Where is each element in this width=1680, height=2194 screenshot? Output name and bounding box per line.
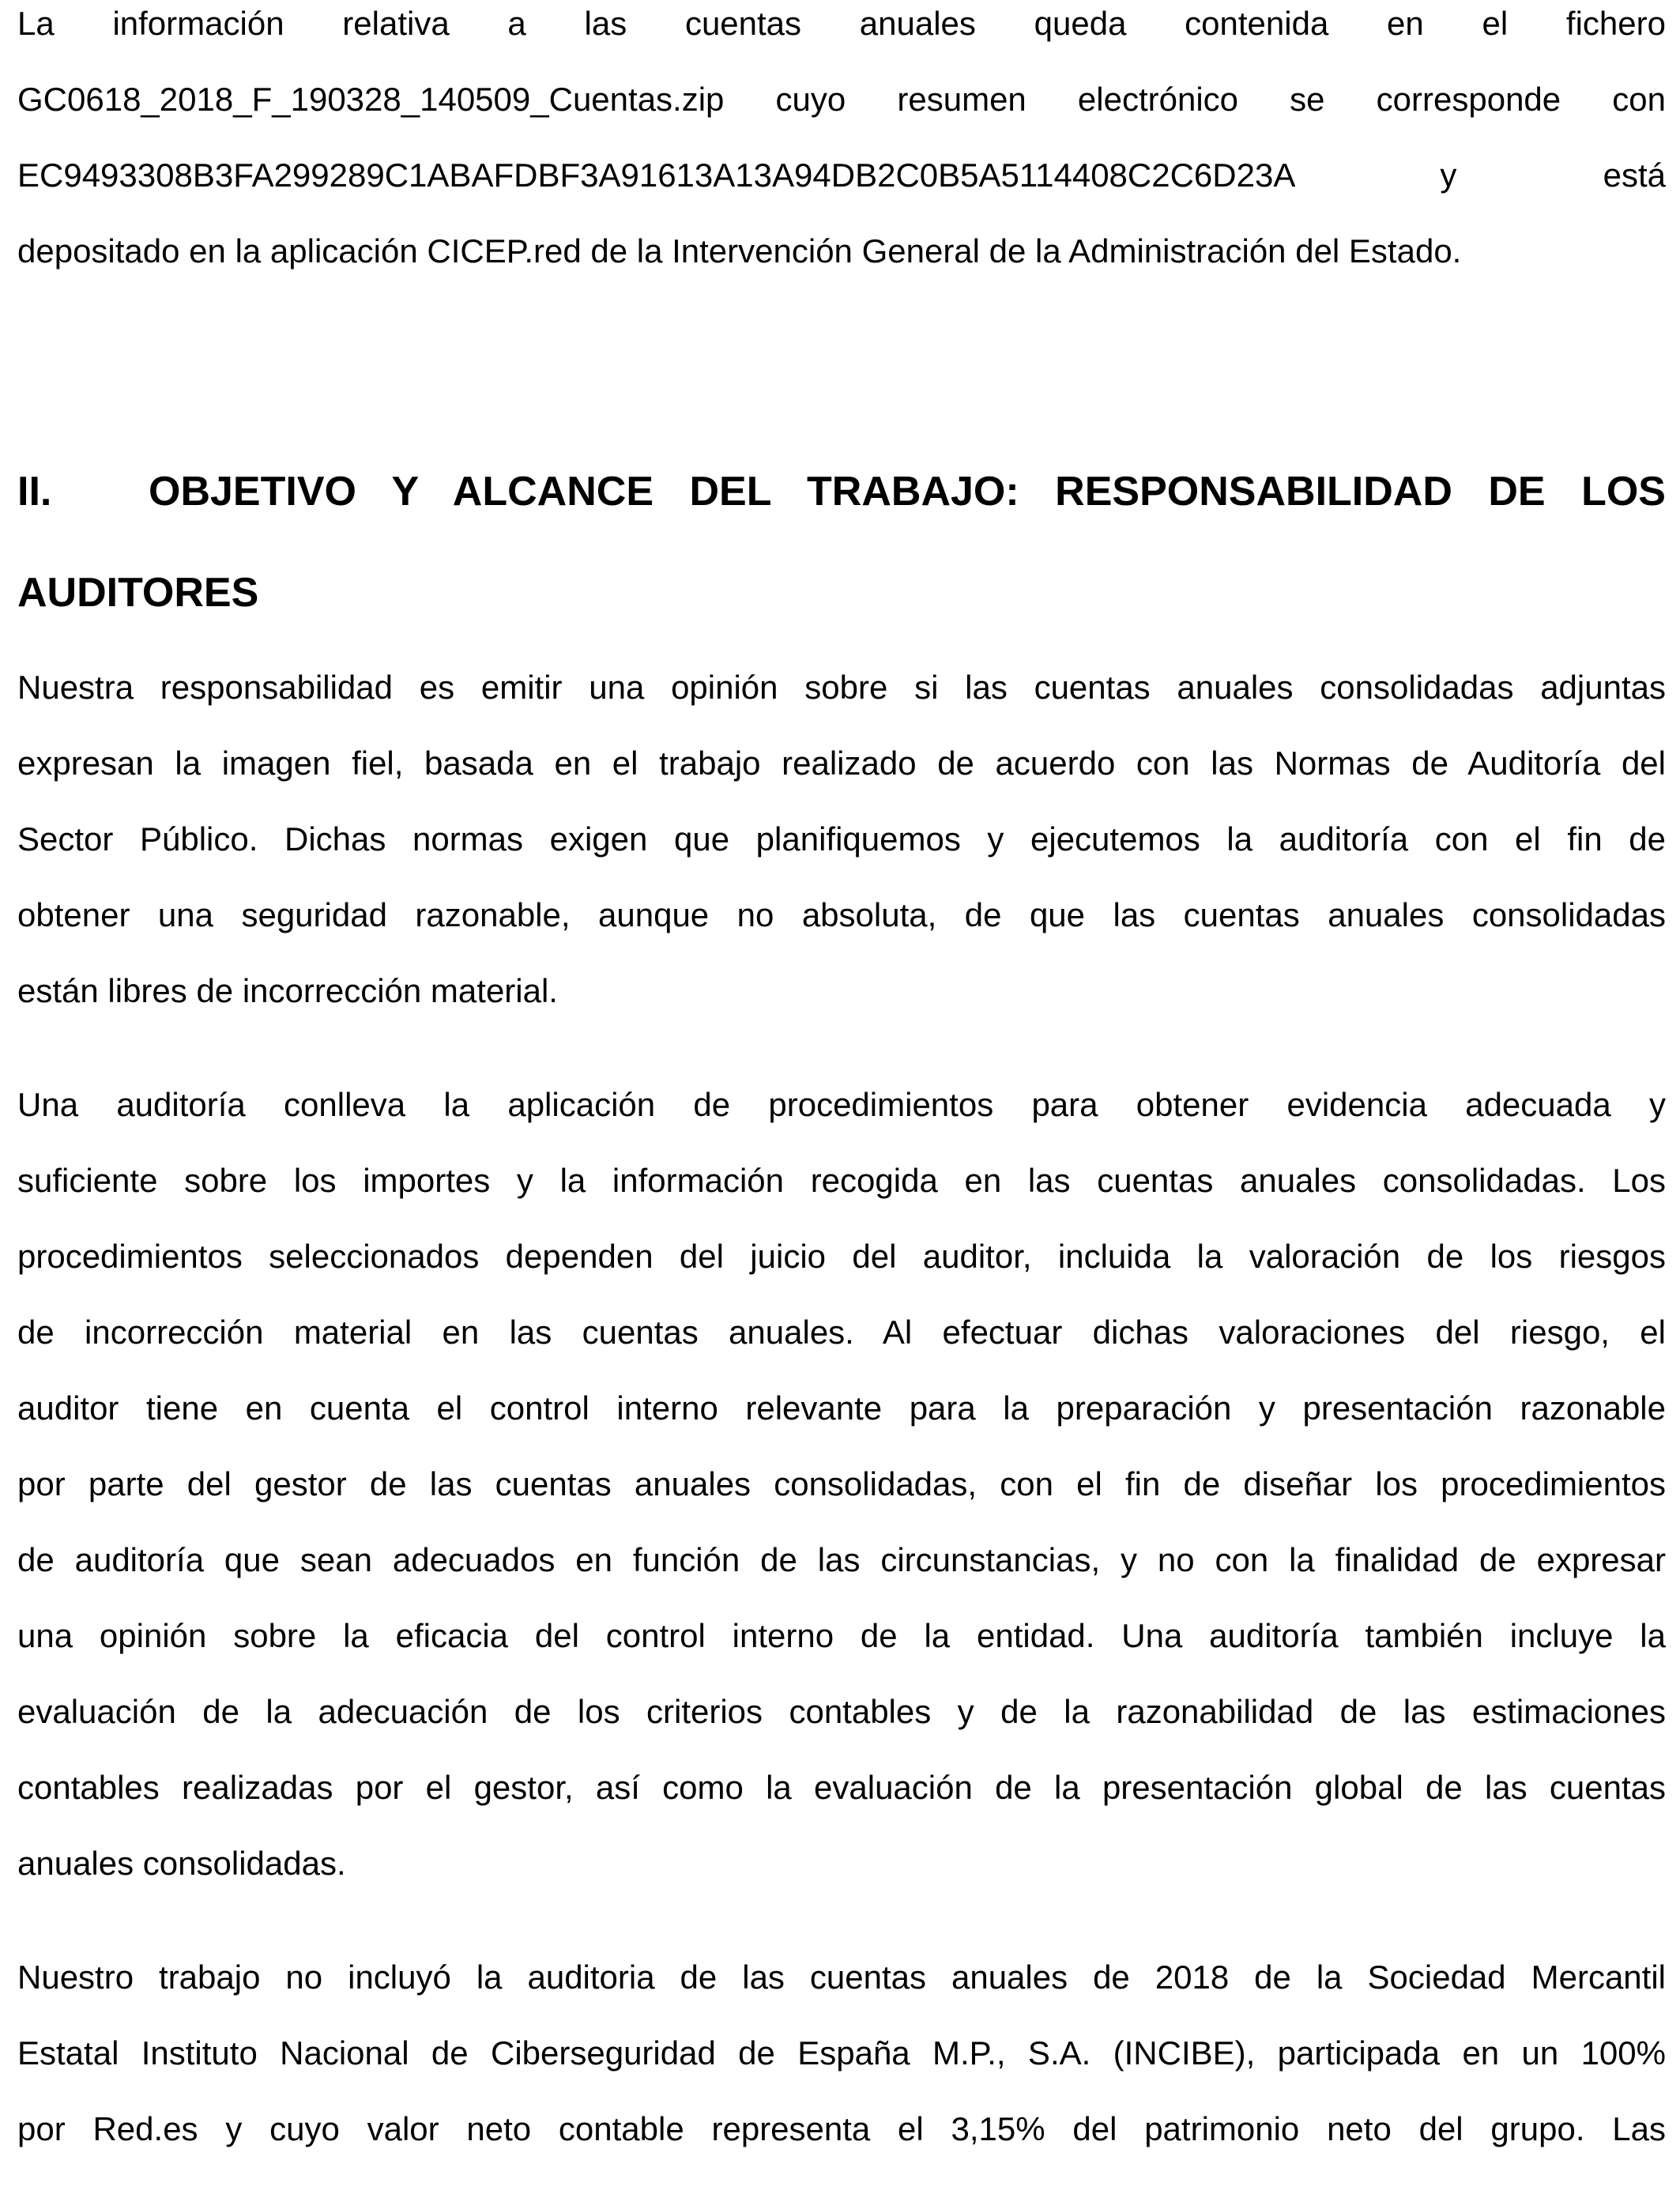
text-line: una opinión sobre la eficacia del control interno de la entidad. Una auditoría también incluye la: [17, 1617, 1666, 1654]
text-line: expresan la imagen fiel, basada en el trabajo realizado de acuerdo con las Normas de Auditoría del: [17, 745, 1666, 782]
text-line: Nuestro trabajo no incluyó la auditoria de las cuentas anuales de 2018 de la Sociedad Mercantil: [17, 1958, 1666, 1996]
intro-paragraph: [17, 0, 1666, 289]
text-line: evaluación de la adecuación de los criterios contables y de la razonabilidad de las estimaciones: [17, 1693, 1666, 1730]
text-line: Nuestra responsabilidad es emitir una opinión sobre si las cuentas anuales consolidadas adjuntas: [17, 669, 1666, 706]
text-line: contables realizadas por el gestor, así como la evaluación de la presentación global de las cuentas: [17, 1769, 1666, 1806]
body-paragraph-scope-limitation: [17, 1940, 1666, 2167]
text-line: Sector Público. Dichas normas exigen que planifiquemos y ejecutemos la auditoría con el fin de: [17, 820, 1666, 858]
text-line: de auditoría que sean adecuados en función de las circunstancias, y no con la finalidad de expresar: [17, 1541, 1666, 1578]
text-line: suficiente sobre los importes y la información recogida en las cuentas anuales consolidadas. Los: [17, 1162, 1666, 1199]
section-title-line1: OBJETIVO Y ALCANCE DEL TRABAJO: RESPONSABILIDAD DE LOS: [149, 469, 1666, 515]
section-title-line2: AUDITORES: [17, 570, 259, 616]
text-line: de incorrección material en las cuentas anuales. Al efectuar dichas valoraciones del riesgo, el: [17, 1314, 1666, 1351]
document-page: [17, 0, 1666, 2167]
text-line: depositado en la aplicación CICEP.red de la Intervención General de la Administración del Estado.: [17, 232, 1462, 270]
text-line: procedimientos seleccionados dependen del juicio del auditor, incluida la valoración de los riesgos: [17, 1238, 1666, 1275]
text-line: auditor tiene en cuenta el control interno relevante para la preparación y presentación razonable: [17, 1389, 1666, 1427]
body-paragraph-responsibility: [17, 650, 1666, 1029]
text-line: GC0618_2018_F_190328_140509_Cuentas.zip cuyo resumen electrónico se corresponde con: [17, 81, 1666, 118]
text-line: EC9493308B3FA299289C1ABAFDBF3A91613A13A94DB2C0B5A5114408C2C6D23A y está: [17, 156, 1666, 194]
text-line: están libres de incorrección material.: [17, 972, 558, 1009]
section-heading-line: [17, 441, 1666, 542]
text-line: anuales consolidadas.: [17, 1845, 346, 1882]
text-line: Estatal Instituto Nacional de Ciberseguridad de España M.P., S.A. (INCIBE), participada en un 100%: [17, 2034, 1666, 2071]
text-line: La información relativa a las cuentas anuales queda contenida en el fichero: [17, 5, 1666, 42]
text-line: por parte del gestor de las cuentas anuales consolidadas, con el fin de diseñar los procedimientos: [17, 1465, 1666, 1502]
text-line: por Red.es y cuyo valor neto contable representa el 3,15% del patrimonio neto del grupo. Las: [17, 2110, 1666, 2147]
section-heading: [17, 441, 1666, 643]
body-paragraph-procedures: [17, 1067, 1666, 1902]
text-line: obtener una seguridad razonable, aunque no absoluta, de que las cuentas anuales consolidadas: [17, 896, 1666, 933]
text-line: Una auditoría conlleva la aplicación de procedimientos para obtener evidencia adecuada y: [17, 1086, 1666, 1123]
section-number: II.: [17, 469, 52, 515]
